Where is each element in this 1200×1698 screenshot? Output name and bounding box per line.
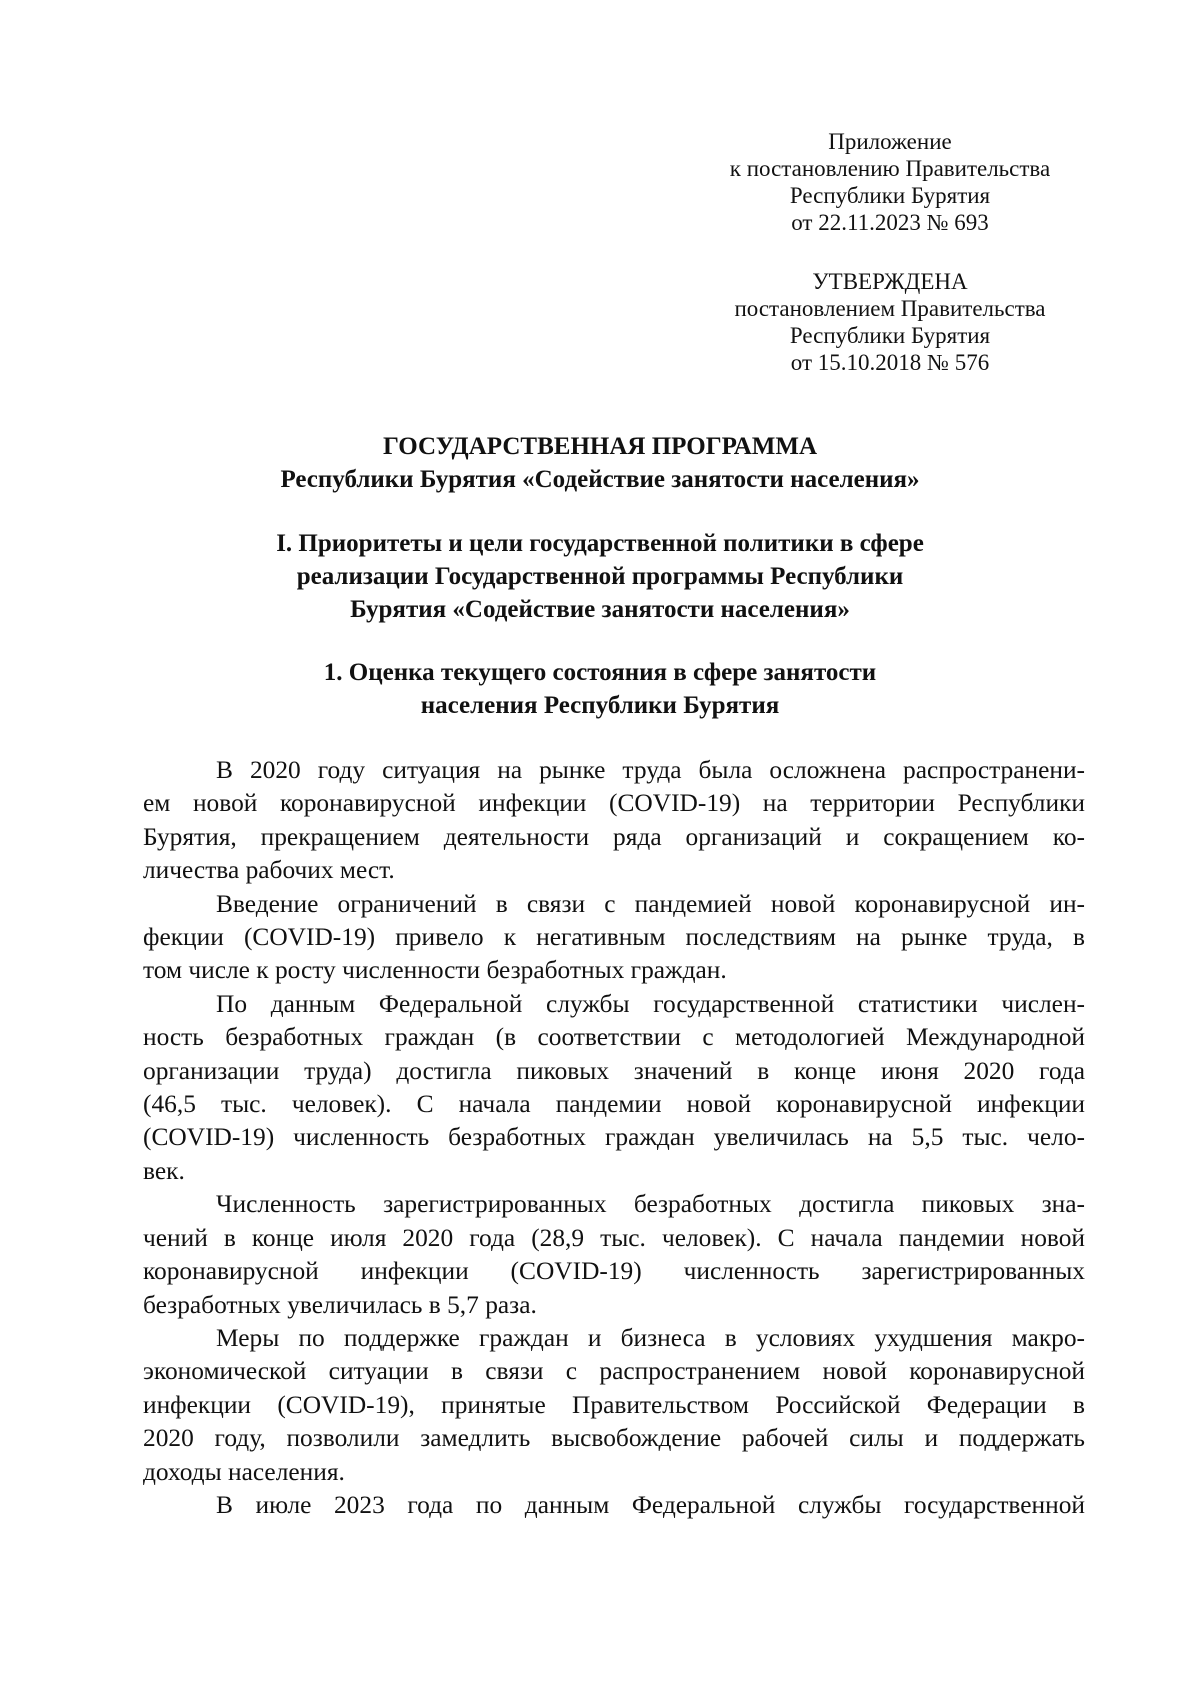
section-title-line: I. Приоритеты и цели государственной политики в сфере: [276, 530, 924, 557]
paragraph: [143, 1188, 1085, 1322]
paragraph-line: коронавирусной инфекции (COVID-19) численность зарегистрированных: [143, 1257, 1085, 1286]
paragraph-line: том числе к росту численности безработных граждан.: [143, 956, 727, 985]
paragraph: [143, 888, 1085, 988]
paragraph-line: По данным Федеральной службы государственной статистики числен-: [216, 989, 1085, 1018]
paragraph-line: инфекции (COVID-19), принятые Правительством Российской Федерации в: [143, 1390, 1085, 1419]
body-text: [143, 754, 1085, 1522]
subsection-title-line: населения Республики Бурятия: [420, 692, 780, 719]
approved-line: Республики Бурятия: [789, 323, 991, 348]
paragraph-line: фекции (COVID-19) привело к негативным последствиям на рынке труда, в: [143, 923, 1085, 952]
section-title-line: реализации Государственной программы Республики: [296, 563, 904, 590]
paragraph-line: В июле 2023 года по данным Федеральной службы государственной: [216, 1490, 1085, 1519]
paragraph-line: 2020 году, позволили замедлить высвобождение рабочей силы и поддержать: [143, 1424, 1085, 1453]
paragraph-line: чений в конце июля 2020 года (28,9 тыс. человек). С начала пандемии новой: [143, 1223, 1085, 1252]
approved-line: УТВЕРЖДЕНА: [812, 269, 968, 294]
section-title-line: Бурятия «Содействие занятости населения»: [350, 596, 850, 623]
paragraph-line: (46,5 тыс. человек). С начала пандемии новой коронавирусной инфекции: [143, 1090, 1085, 1119]
paragraph: [143, 988, 1085, 1188]
paragraph-line: организации труда) достигла пиковых значений в конце июня 2020 года: [143, 1056, 1085, 1085]
paragraph-line: доходы населения.: [143, 1457, 345, 1486]
paragraph-line: Численность зарегистрированных безработных достигла пиковых зна-: [216, 1190, 1085, 1219]
appendix-line: Республики Бурятия: [789, 183, 991, 208]
subsection-title-line: 1. Оценка текущего состояния в сфере занятости: [323, 659, 877, 686]
paragraph-line: личества рабочих мест.: [143, 856, 395, 885]
paragraph: [143, 1322, 1085, 1489]
approved-line: постановлением Правительства: [734, 296, 1046, 321]
appendix-line: Приложение: [828, 129, 952, 154]
paragraph-line: Меры по поддержке граждан и бизнеса в условиях ухудшения макро-: [216, 1323, 1085, 1352]
approved-line: от 15.10.2018 № 576: [790, 350, 990, 375]
program-title-line: Республики Бурятия «Содействие занятости населения»: [280, 466, 920, 493]
paragraph: [143, 1489, 1085, 1522]
section-title: [150, 527, 1050, 626]
approved-block: [720, 268, 1060, 376]
appendix-block: [720, 128, 1060, 236]
paragraph-line: Введение ограничений в связи с пандемией новой коронавирусной ин-: [216, 889, 1085, 918]
subsection-title: [150, 656, 1050, 722]
paragraph-line: В 2020 году ситуация на рынке труда была осложнена распространени-: [216, 756, 1085, 784]
paragraph: [143, 754, 1085, 888]
paragraph-line: Бурятия, прекращением деятельности ряда организаций и сокращением ко-: [143, 822, 1085, 851]
paragraph-line: экономической ситуации в связи с распространением новой коронавирусной: [143, 1357, 1085, 1386]
paragraph-line: (COVID-19) численность безработных граждан увеличилась на 5,5 тыс. чело-: [143, 1123, 1085, 1152]
appendix-line: к постановлению Правительства: [729, 156, 1051, 181]
program-title: [150, 430, 1050, 496]
program-title-line: ГОСУДАРСТВЕННАЯ ПРОГРАММА: [382, 433, 818, 460]
paragraph-line: век.: [143, 1156, 185, 1185]
paragraph-line: ем новой коронавирусной инфекции (COVID-19) на территории Республики: [143, 789, 1085, 818]
appendix-line: от 22.11.2023 № 693: [791, 210, 989, 235]
paragraph-line: безработных увеличилась в 5,7 раза.: [143, 1290, 537, 1319]
paragraph-line: ность безработных граждан (в соответствии с методологией Международной: [143, 1023, 1085, 1052]
